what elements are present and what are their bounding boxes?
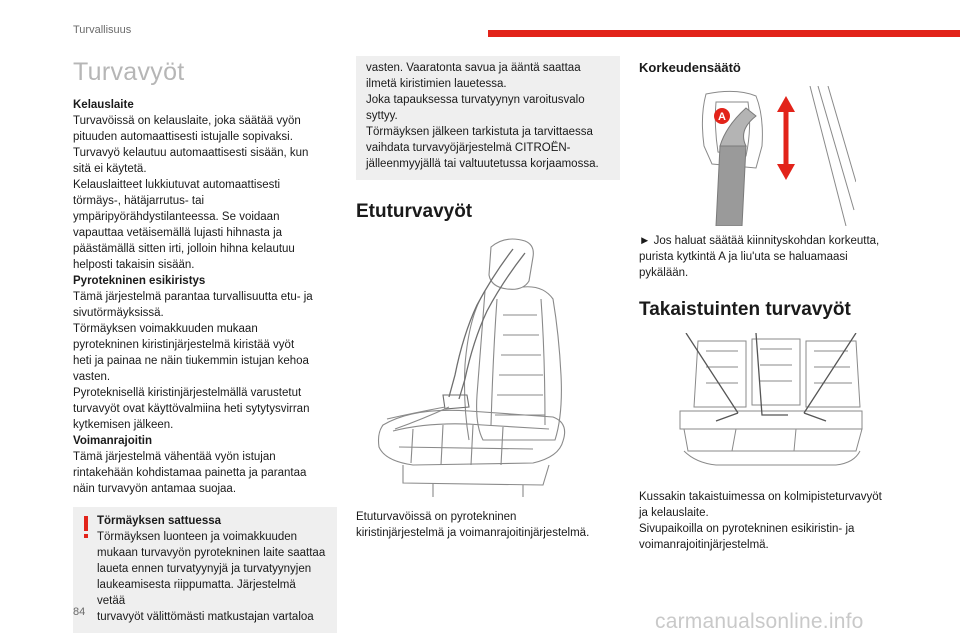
front-seatbelt-caption xyxy=(356,509,620,541)
warning-title: Törmäyksen sattuessa xyxy=(97,515,222,527)
section-label: Turvallisuus xyxy=(73,24,132,36)
column-1 xyxy=(73,56,337,633)
warning-continuation-box xyxy=(356,56,620,180)
front-seat-illustration xyxy=(373,235,603,505)
text-line: mukaan turvavyön pyrotekninen laite saattaa xyxy=(97,547,326,559)
text-line: törmäys-, hätäjarrutus- tai xyxy=(73,195,205,207)
text-line: purista kytkintä A ja liu'uta se haluamaasi xyxy=(639,251,848,263)
heading-rear-seatbelts: Takaistuinten turvavyöt xyxy=(639,299,851,320)
height-adjustment-instructions xyxy=(639,233,903,281)
text-line: Kelauslaite xyxy=(73,99,134,111)
text-line: sivutörmäyksissä. xyxy=(73,307,164,319)
page-number: 84 xyxy=(73,606,86,618)
text-line: Pyroteknisellä kiristinjärjestelmällä varustetut xyxy=(73,387,302,399)
text-line: pituuden automaattisesti istujalle sopivaksi. xyxy=(73,131,293,143)
watermark: carmanualsonline.info xyxy=(655,610,864,633)
text-line: näin turvavyön antamaa suojaa. xyxy=(73,483,237,495)
text-line: Törmäyksen voimakkuuden mukaan xyxy=(73,323,258,335)
text-line: turvavyöt ovat käyttövalmiina heti sytytysvirran xyxy=(73,403,310,415)
text-line: ympäripyörähdystilanteessa. Se voidaan xyxy=(73,211,280,223)
text-line: ja kelauslaite. xyxy=(639,507,709,519)
text-line: Kussakin takaistuimessa on kolmipisteturvavyöt xyxy=(639,491,882,503)
text-line: kytkemisen jälkeen. xyxy=(73,419,174,431)
heading-height-adjustment: Korkeudensäätö xyxy=(639,60,741,75)
page-title: Turvavyöt xyxy=(73,58,185,86)
text-line: Turvavyö kelautuu automaattisesti sisään, kun xyxy=(73,147,309,159)
column-3 xyxy=(639,56,903,553)
text-line: kiristinjärjestelmä ja voimanrajoitinjärjestelmä. xyxy=(356,527,590,539)
text-line: rintakehään kohdistamaa painetta ja parantaa xyxy=(73,467,307,479)
text-line: Kelauslaitteet lukkiutuvat automaattisesti xyxy=(73,179,281,191)
text-line: ilmetä kiristimien lauetessa. xyxy=(366,78,507,90)
column-2 xyxy=(356,56,620,541)
heading-front-seatbelts: Etuturvavyöt xyxy=(356,201,473,222)
text-line: syttyy. xyxy=(366,110,398,122)
text-line: heti ja painaa ne näin tiukemmin istujan kehoa xyxy=(73,355,309,367)
text-line: helposti takaisin sisään. xyxy=(73,259,195,271)
warning-icon xyxy=(81,516,91,540)
text-line: jälleenmyyjällä tai valtuutetussa korjaamossa. xyxy=(366,158,599,170)
height-adjuster-illustration xyxy=(686,86,856,226)
text-line: pykälään. xyxy=(639,267,689,279)
text-line: Tämä järjestelmä parantaa turvallisuutta etu- ja xyxy=(73,291,313,303)
text-line: vasten. xyxy=(73,371,111,383)
text-line: vasten. Vaaratonta savua ja ääntä saattaa xyxy=(366,62,581,74)
warning-text xyxy=(97,529,327,625)
text-line: turvavyöt välittömästi matkustajan vartaloa xyxy=(97,611,314,623)
callout-a-label: A xyxy=(718,111,726,123)
text-line: Turvavöissä on kelauslaite, joka säätää vyön xyxy=(73,115,301,127)
height-adjuster-drawing xyxy=(686,86,856,226)
text-line: pyrotekninen kiristinjärjestelmä kiristää vyöt xyxy=(73,339,295,351)
seatbelt-body-text xyxy=(73,97,337,497)
text-line: Törmäyksen luonteen ja voimakkuuden xyxy=(97,531,298,543)
text-line: Tämä järjestelmä vähentää vyön istujan xyxy=(73,451,276,463)
text-line: ► Jos haluat säätää kiinnityskohdan korkeutta, xyxy=(639,235,880,247)
rear-seat-illustration xyxy=(676,333,866,471)
rear-seats-drawing xyxy=(676,333,866,471)
text-line: sitä ei käytetä. xyxy=(73,163,147,175)
text-line: vaihdata turvavyöjärjestelmä CITROËN- xyxy=(366,142,571,154)
text-line: Etuturvavöissä on pyrotekninen xyxy=(356,511,517,523)
text-line: vapauttaa vetäisemällä lujasti hihnasta ja xyxy=(73,227,283,239)
text-line: päästämällä sitten irti, jolloin hihna kelautuu xyxy=(73,243,295,255)
text-line: voimanrajoitinjärjestelmä. xyxy=(639,539,769,551)
header-accent-bar xyxy=(488,30,960,37)
rear-seatbelt-text xyxy=(639,489,903,553)
text-line: Pyrotekninen esikiristys xyxy=(73,275,206,287)
text-line: laueta ennen turvatyynyjä ja turvatyynyjen xyxy=(97,563,312,575)
text-line: Voimanrajoitin xyxy=(73,435,153,447)
text-line: Joka tapauksessa turvatyynyn varoitusvalo xyxy=(366,94,585,106)
front-seat-drawing xyxy=(373,235,603,505)
text-line: Törmäyksen jälkeen tarkistuta ja tarvittaessa xyxy=(366,126,593,138)
text-line: laukeamisesta riippumatta. Järjestelmä vetää xyxy=(97,579,296,607)
warning-box xyxy=(73,507,337,633)
text-line: Sivupaikoilla on pyrotekninen esikiristin- ja xyxy=(639,523,855,535)
